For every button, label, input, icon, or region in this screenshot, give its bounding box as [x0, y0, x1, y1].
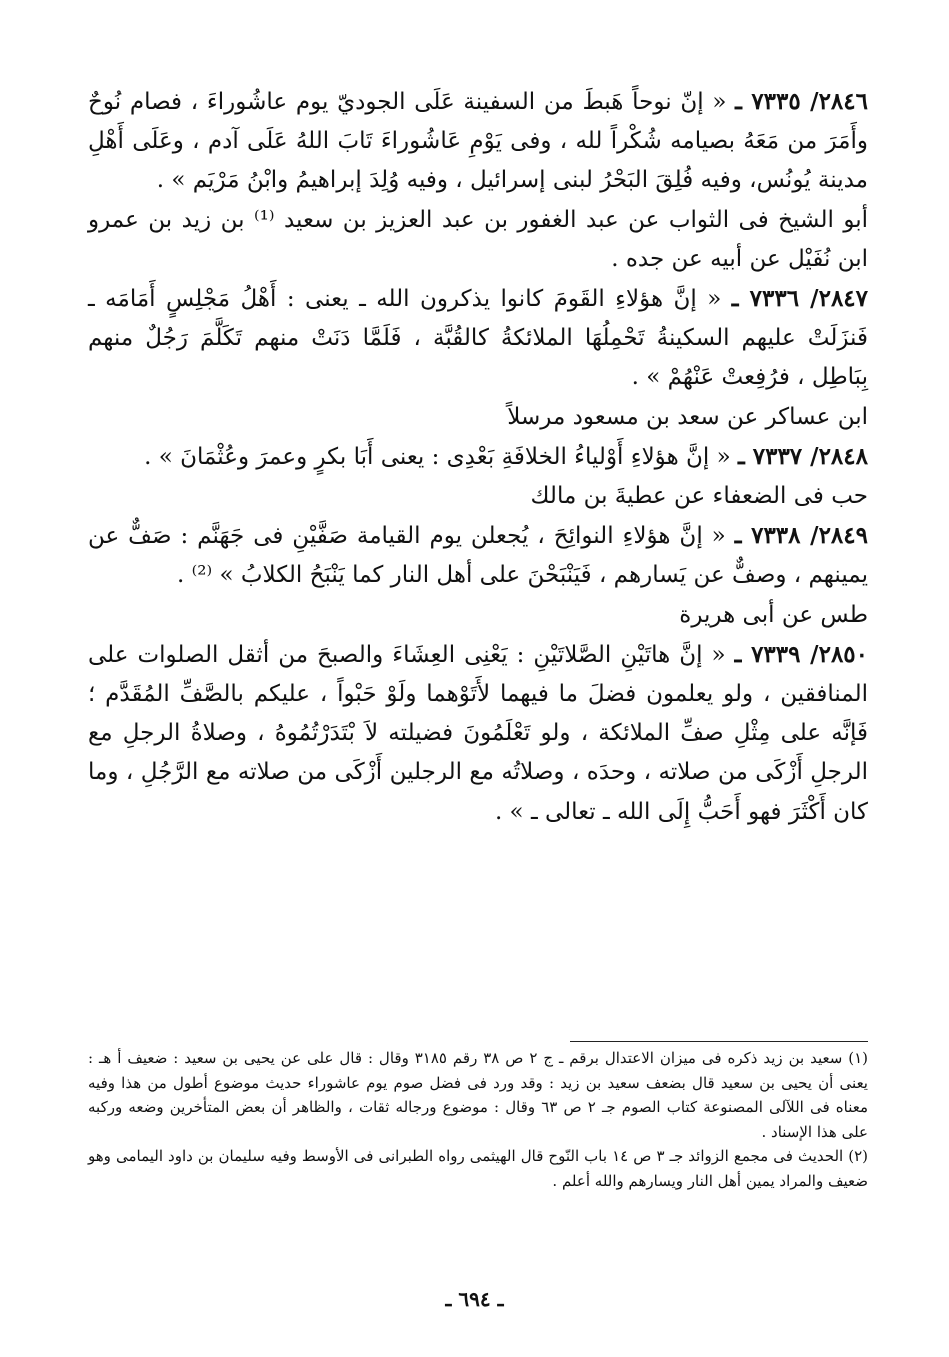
hadith-text: « إنَّ هؤلاءِ القَومَ كانوا يذكرون الله ـ يعنى : أَهْلُ مَجْلِسٍ أَمَامَه ـ فَنزَلَتْ عليهم السكينةُ تَحْمِلُهَا الملائكةُ كالقُبَّة ، فَلَمَّا دَنَتْ منهم تَكَلَّمَ رَجُلٌ منهم بِبَاطِل ، فرُفِعتْ عَنْهُمْ » . [88, 286, 868, 391]
hadith-entry [88, 516, 868, 595]
hadith-text: « إنَّ هاتَيْنِ الصَّلاتَيْنِ : يَعْنِى العِشَاءَ والصبحَ من أثقل الصلوات على المنافقين ، ولو يعلمون فضلَ ما فيهما لأَتَوْهما ولَوْ حَبْواً ، عليكم بالصَّفِّ المُقَدَّم ؛ فَإنَّه على مِثْلِ صفِّ الملائكة ، ولو تَعْلَمُونَ فضيلته لاَ بْتَدَرْتُمُوهُ ، وصلاةُ الرجلِ مع الرجلِ أَزْكَى من صلاته ، وحدَه ، وصلاتُه مع الرجلين أَزْكَى من صلاته مع الرَّجُلِ ، وما كان أَكْثَرَ فهو أَحَبُّ إِلَى الله ـ تعالى ـ » . [88, 641, 868, 825]
hadith-entry [88, 437, 868, 477]
hadith-text: « إنّ نوحاً هَبطَ من السفينة عَلَى الجوديّ يوم عاشُوراءَ ، فصام نُوحٌ وأَمَرَ من مَعَهُ بصيامه شُكْراً لله ، وفى يَوْمِ عَاشُوراءَ تَابَ اللهُ عَلَى آدم ، وعَلَى أَهْلِ مدينة يُونُس، وفيه فُلِقَ البَحْرُ لبنى إسرائيل ، وفيه وُلِدَ إبراهيمُ وابْنُ مَرْيَم » . [88, 89, 868, 194]
main-text [88, 82, 868, 832]
hadith-number: ٢٨٤٦/ ٧٣٣٥ ـ [735, 88, 868, 115]
footnotes [88, 1046, 868, 1193]
page-number: ـ ٦٩٤ ـ [445, 1287, 504, 1311]
hadith-text: « إنَّ هؤلاءِ النوائِحَ ، يُجعلن يوم القيامة صَفَّيْنِ فى جَهَنَّم : صَفٌّ عن يمينهم ، وصفٌّ عن يَسارهم ، فَيَنْبَحْنَ على أهل النار كما يَنْبَحُ الكلابُ » ⁽²⁾ . [88, 523, 868, 589]
footnote-separator [570, 1041, 868, 1042]
hadith-entry [88, 82, 868, 201]
hadith-number: ٢٨٤٩/ ٧٣٣٨ ـ [734, 522, 868, 550]
hadith-number: ٢٨٥٠/ ٧٣٣٩ ـ [734, 640, 869, 668]
footnote: (١) سعيد بن زيد ذكره فى ميزان الاعتدال برقم ـ ج ٢ ص ٣٨ رقم ٣١٨٥ وقال : قال على عن يحيى بن سعيد : ضعيف أ هـ : يعنى أن يحيى بن سعيد قال بضعف سعيد بن زيد : وقد ورد فى فضل صوم يوم عاشوراء حديث موضوع أطول من هذا وفيه معناه فى اللآلى المصنوعة كتاب الصوم جـ ٢ ص ٦٣ وقال : موضوع ورجاله ثقات ، والظاهر أن بعض المتأخرين وضعه وركبه على هذا الإسناد . [88, 1049, 868, 1141]
hadith-entry [88, 279, 868, 398]
footnote: (٢) الحديث فى مجمع الزوائد جـ ٣ ص ١٤ باب النّوح قال الهيثمى رواه الطبرانى فى الأوسط وفيه سليمان بن داود اليمامى وهو ضعيف والمراد يمين أهل النار ويسارهم والله أعلم . [88, 1147, 869, 1190]
hadith-number: ٢٨٤٨/ ٧٣٣٧ ـ [737, 442, 868, 470]
hadith-source: ابن عساكر عن سعد بن مسعود مرسلاً [507, 403, 868, 430]
hadith-text: « إنَّ هؤلاءِ أَوْلياءُ الخلافَةِ بَعْدِى : يعنى أَبَا بكرٍ وعمرَ وعُثْمَانَ » . [144, 443, 731, 470]
hadith-number: ٢٨٤٧/ ٧٣٣٦ ـ [731, 285, 869, 313]
hadith-source: طس عن أبى هريرة [679, 601, 868, 628]
hadith-entry [88, 635, 868, 832]
hadith-source: أبو الشيخ فى الثواب عن عبد الغفور بن عبد العزيز بن سعيد ⁽¹⁾ بن زيد بن عمرو ابن نُفَيْل عن أبيه عن جده . [88, 206, 868, 272]
hadith-source: حب فى الضعفاء عن عطيةَ بن مالك [530, 483, 868, 510]
